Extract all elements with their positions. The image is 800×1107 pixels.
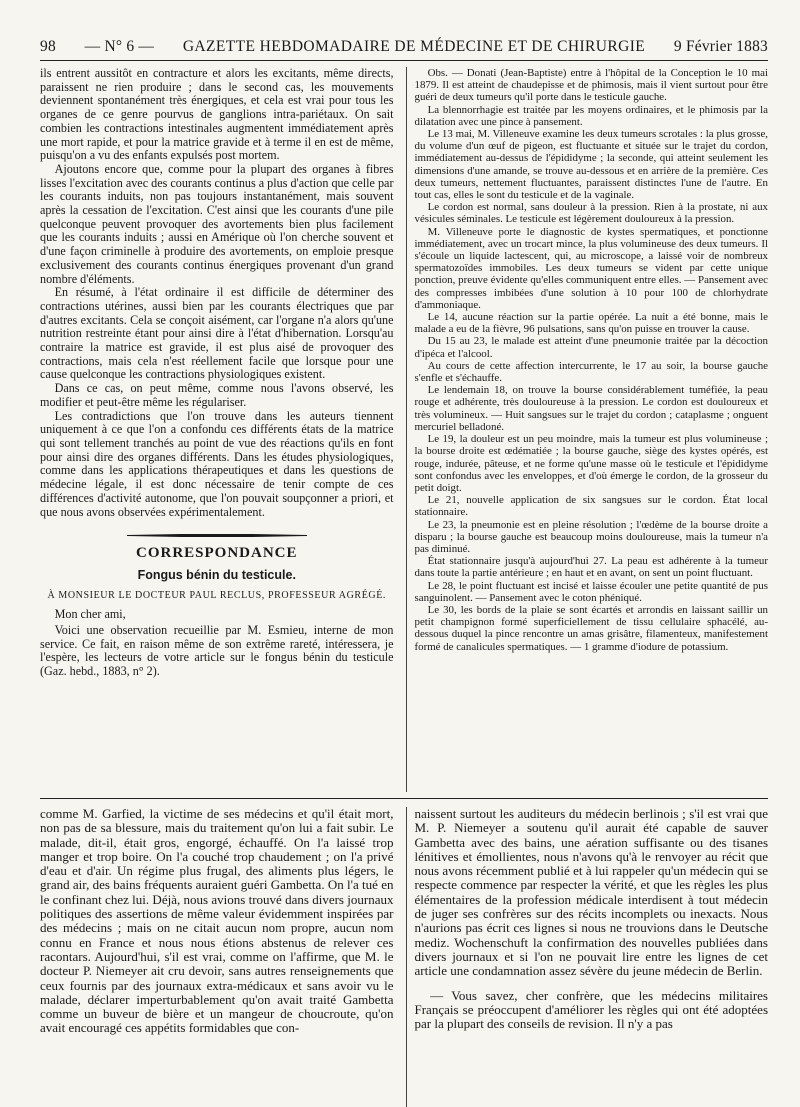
observation-paragraph: Le 28, le point fluctuant est incisé et laisse écouler une petite quantité de pus sanguinolent. — Pansement avec le coton phéniqué. [414, 579, 768, 604]
observation-paragraph: Le 21, nouvelle application de six sangsues sur le cordon. État local stationnaire. [414, 494, 768, 519]
left-column [40, 67, 394, 792]
page-number: 98 [40, 38, 56, 55]
article-title: Fongus bénin du testicule. [137, 567, 296, 582]
paragraph: — Vous savez, cher confrère, que les médecins militaires Français se préoccupent d'améliorer les règles qui ont été adoptées par la plupart des conseils de revision. Il n'y a pas [414, 987, 768, 1032]
issue-number: — N° 6 — [84, 38, 155, 55]
paragraph: naissent surtout les auditeurs du médecin berlinois ; s'il est vrai que M. P. Niemeyer a soutenu qu'il aurait été capable de sauver Gambetta avec des bains, une aération suffisante ou des tisanes lénitives et émollientes, nous n'avons qu'à le renvoyer au récit que nous avons récemment publié et à lui rappeler qu'un médecin qui se respecte commence par respecter la vérité, et que les règles les plus élémentaires de la profession médicale interdisent à tout médecin de juger ses confrères sur des récits incomplets ou inexacts. Nous n'aurions pas écrit ces lignes si nous ne trouvions dans le Deutsche mediz. Wochenschuft la confirmation des nouvelles publiées dans divers journaux et si l'on ne pouvait lire entre les lignes de cet article une condamnation assez sévère du jeune médecin de Berlin. [414, 807, 768, 979]
observation-paragraph: Le 14, aucune réaction sur la partie opérée. La nuit a été bonne, mais le malade a eu de la fièvre, 96 pulsations, sans qu'on puisse en trouver la cause. [414, 311, 768, 336]
issue-date: 9 Février 1883 [673, 38, 768, 55]
observation-paragraph: La blennorrhagie est traitée par les moyens ordinaires, et le phimosis par la dilatation avec une pince à pansement. [414, 103, 768, 128]
horizontal-rule [40, 798, 768, 799]
paragraph: Dans ce cas, on peut même, comme nous l'avons observé, les modifier et peut-être même les régulariser. [40, 381, 394, 409]
paragraph: Ajoutons encore que, comme pour la plupart des organes à fibres lisses l'excitation avec des courants continus a plus d'action que celle par les courants induits, non pas toujours instantanément, mais souvent après la cessation de l'excitation. C'est ainsi que les courants d'une pile quelconque peuvent provoquer des avortements bien plus facilement que les courants induits ; aussi en Amérique où l'on cherche souvent et d'une façon criminelle à produire des avortements, on emploie presque exclusivement des courants continus énergiques provenant d'un grand nombre d'éléments. [40, 161, 394, 286]
section-title: CORRESPONDANCE [135, 545, 298, 562]
observation-paragraph: Le 19, la douleur est un peu moindre, mais la tumeur est plus volumineuse ; la bourse droite est œdématiée ; la bourse gauche, siège des kystes opérés, est rouge, indurée, pâteuse, et ne forme qu'une masse où le testicule et l'épididyme sont confondus avec les enveloppes, et d'où émerge le cordon, de la grosseur du petit doigt. [414, 433, 768, 494]
observation-paragraph: Le 30, les bords de la plaie se sont écartés et arrondis en laissant saillir un petit champignon formé superficiellement de tissu cellulaire sphacélé, au-dessous duquel la pince rencontre un amas grisâtre, filamenteux, manifestement formé de canalicules spermatiques. — 1 gramme d'iodure de potassium. [414, 603, 768, 653]
ornamental-divider [127, 533, 307, 537]
letter-addressee: À MONSIEUR LE DOCTEUR PAUL RECLUS, PROFESSEUR AGRÉGÉ. [47, 589, 387, 601]
bottom-left-column [40, 807, 394, 1107]
right-column [406, 67, 769, 792]
observation-paragraph: État stationnaire jusqu'à aujourd'hui 27. La peau est adhérente à la tumeur dans toute la partie antérieure ; en haut et en avant, on sent un point fluctuant. [414, 555, 768, 580]
observation-paragraph: Le 23, la pneumonie est en pleine résolution ; l'œdème de la bourse droite a disparu ; la bourse gauche est beaucoup moins douloureuse, mais la tumeur n'a pas diminué. [414, 518, 768, 555]
lower-columns [40, 807, 768, 1107]
observation-paragraph: M. Villeneuve porte le diagnostic de kystes spermatiques, et ponctionne immédiatement, avec un trocart mince, la plus volumineuse des deux tumeurs. Il s'écoule un liquide lactescent, qui, au microscope, a laissé voir de nombreux spermatozoïdes immobiles. Les deux tumeurs se vident par cette unique ponction, preuve évidente qu'elles communiquent entre elles. — Pansement avec des compresses imbibées d'une solution à 10 pour 100 de chlorhydrate d'ammoniaque. [414, 225, 768, 311]
page-header [40, 38, 768, 61]
observation-paragraph: Au cours de cette affection intercurrente, le 17 au soir, la bourse gauche s'enfle et s'échauffe. [414, 359, 768, 385]
observation-paragraph: Du 15 au 23, le malade est atteint d'une pneumonie traitée par la décoction d'ipéca et l'alcool. [414, 335, 768, 360]
upper-columns [40, 67, 768, 792]
observation-paragraph: Le 13 mai, M. Villeneuve examine les deux tumeurs scrotales : la plus grosse, du volume d'un œuf de pigeon, est fluctuante et située sur le trajet du cordon, immédiatement au-dessus de l'épididyme ; la seconde, qui atteint seulement les dimensions d'une amande, se trouve au-dessous et en arrière de la première. Ces deux tumeurs, nettement fluctuantes, paraissent distinctes l'une de l'autre. En tout cas, elles le sont du testicule et de la vaginale. [414, 128, 768, 202]
paragraph: Les contradictions que l'on trouve dans les auteurs tiennent uniquement à ce que l'on a confondu ces différents états de la matrice qui sont tellement tranchés au point de vue des réactions qu'ils en font pour ainsi dire des organes différents. Dans les études physiologiques, comme dans les applications thérapeutiques et dans les questions de médecine légale, il est donc nécessaire de tenir compte de ces différences d'activité autonome, que l'on pouvait soupçonner a priori, et que nous avons observées expérimentalement. [40, 408, 394, 519]
observation-paragraph: Le cordon est normal, sans douleur à la pression. Rien à la prostate, ni aux vésicules séminales. Le testicule est légèrement douloureux à la pression. [414, 201, 768, 226]
paragraph: comme M. Garfied, la victime de ses médecins et qu'il était mort, non pas de sa blessure, mais du traitement qu'on lui a fait subir. Le malade, dit-il, était gros, engorgé, échauffé. On l'a laissé trop manger et trop boire. On l'a couché trop chaudement ; on l'a privé d'eau et d'air. Un régime plus frugal, des aliments plus légers, le grand air, des bains fréquents auraient guéri Gambetta. On l'a tué en le confinant chez lui. Déjà, nous avions trouvé dans divers journaux politiques des assertions de même valeur évidemment inspirées par des médecins ; mais on ne citait aucun nom propre, aucun nom connu en France et nous nous étions abstenus de relever ces racontars. Aujourd'hui, s'il est vrai, comme on l'affirme, que M. le docteur P. Niemeyer ait cru devoir, sans autres renseignements que ceux fournis par des journaux extra-médicaux et sans avoir vu le malade, déclarer imperturbablement qu'on avait traité Gambetta comme un buveur de bière et un mangeur de choucroute, qu'on avait encouragé ces appétits formidables que con- [40, 807, 394, 1036]
observation-paragraph: Obs. — Donati (Jean-Baptiste) entre à l'hôpital de la Conception le 10 mai 1879. Il est atteint de chaudepisse et de phimosis, mais il vient surtout pour être guéri de deux tumeurs qu'il porte dans le testicule gauche. [414, 67, 768, 104]
paragraph: En résumé, à l'état ordinaire il est difficile de déterminer des contractions utérines, aussi bien par les courants électriques que par d'autres excitants. Cela se conçoit aisément, car l'organe n'a alors qu'une nutrition restreinte étant pour ainsi dire à l'état d'hibernation. Lorsqu'au contraire la matrice est gravide, il est plus aisé de provoquer des contractions, mais cela n'est réellement facile que lorsque pour une cause quelconque les contractions physiologiques existent. [40, 285, 394, 382]
letter-salutation: Mon cher ami, [54, 607, 126, 622]
journal-title: GAZETTE HEBDOMADAIRE DE MÉDECINE ET DE CHIRURGIE [182, 38, 646, 55]
letter-intro: Voici une observation recueillie par M. Esmieu, interne de mon service. Ce fait, en raison même de son extrême rareté, intéressera, je l'espère, les lecteurs de votre article sur le fongus bénin du testicule (Gaz. hebd., 1883, n° 2). [40, 623, 394, 679]
paragraph: ils entrent aussitôt en contracture et alors les excitants, même directs, paraissent ne rien produire ; dans le second cas, les mouvements deviennent spontanément très énergiques, et cela est vrai pour tous les organes de ce genre pourvus de ganglions intra-pariétaux. On sait combien les contractions intestinales augmentent immédiatement après une mort rapide, et pour la matrice gravide et à terme il en est de même, puisqu'on a vu des enfants expulsés post mortem. [40, 67, 394, 163]
observation-paragraph: Le lendemain 18, on trouve la bourse considérablement tuméfiée, la peau rouge et adhérente, très douloureuse à la pression. Le cordon est douloureux et très volumineux. — Huit sangsues sur le trajet du cordon ; cataplasme ; onguent mercuriel belladoné. [414, 384, 768, 433]
bottom-right-column [406, 807, 769, 1107]
